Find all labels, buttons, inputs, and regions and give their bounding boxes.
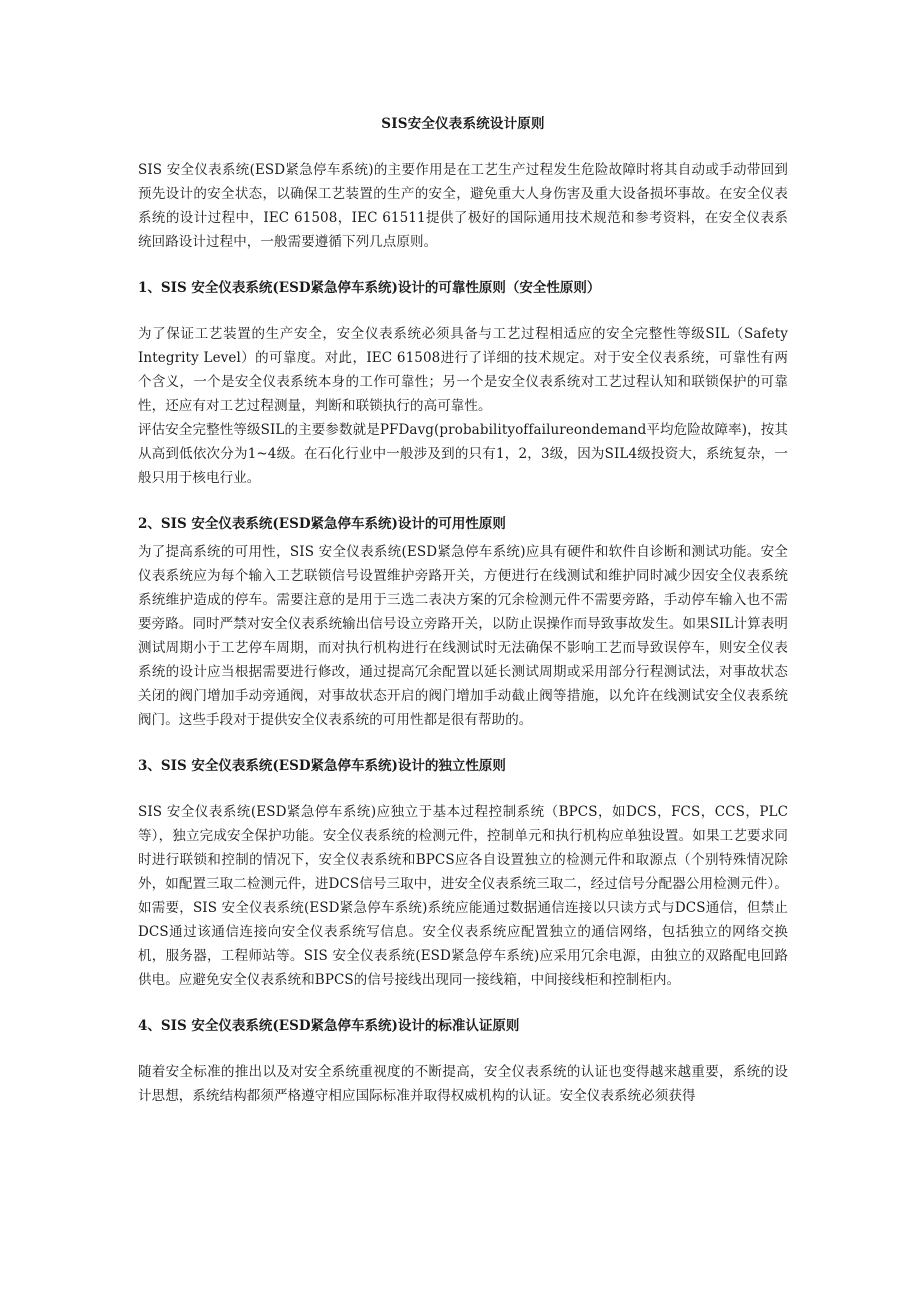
section-paragraph: SIS 安全仪表系统(ESD紧急停车系统)应独立于基本过程控制系统（BPCS，如DCS，FCS，CCS，PLC等），独立完成安全保护功能。安全仪表系统的检测元件，控制单元和执行机构应单独设置。如果工艺要求同时进行联锁和控制的情况下，安全仪表系统和BPCS应各自设置独立的检测元件和取源点（个别特殊情况除外，如配置三取二检测元件，进DCS信号三取中，进安全仪表系统三取二，经过信号分配器公用检测元件）。如需要，SIS 安全仪表系统(ESD紧急停车系统)系统应能通过数据通信连接以只读方式与DCS通信，但禁止DCS通过该通信连接向安全仪表系统写信息。安全仪表系统应配置独立的通信网络，包括独立的网络交换机，服务器，工程师站等。SIS 安全仪表系统(ESD紧急停车系统)应采用冗余电源，由独立的双路配电回路供电。应避免安全仪表系统和BPCS的信号接线出现同一接线箱，中间接线柜和控制柜内。 [138, 804, 788, 988]
document-page [138, 112, 788, 1108]
section-paragraph: 为了提高系统的可用性，SIS 安全仪表系统(ESD紧急停车系统)应具有硬件和软件自诊断和测试功能。安全仪表系统应为每个输入工艺联锁信号设置维护旁路开关，方便进行在线测试和维护同时减少因安全仪表系统系统维护造成的停车。需要注意的是用于三选二表决方案的冗余检测元件不需要旁路，手动停车输入也不需要旁路。同时严禁对安全仪表系统输出信号设立旁路开关，以防止误操作而导致事故发生。如果SIL计算表明测试周期小于工艺停车周期，而对执行机构进行在线测试时无法确保不影响工艺而导致误停车，则安全仪表系统的设计应当根据需要进行修改，通过提高冗余配置以延长测试周期或采用部分行程测试法，对事故状态关闭的阀门增加手动旁通阀，对事故状态开启的阀门增加手动截止阀等措施，以允许在线测试安全仪表系统阀门。这些手段对于提供安全仪表系统的可用性都是很有帮助的。 [138, 544, 788, 728]
section-independence [138, 754, 788, 992]
section-heading: 4、SIS 安全仪表系统(ESD紧急停车系统)设计的标准认证原则 [138, 1018, 520, 1034]
intro-paragraph: SIS 安全仪表系统(ESD紧急停车系统)的主要作用是在工艺生产过程发生危险故障时将其自动或手动带回到预先设计的安全状态，以确保工艺装置的生产的安全，避免重大人身伤害及重大设备损坏事故。在安全仪表系统的设计过程中，IEC 61508，IEC 61511提供了极好的国际通用技术规范和参考资料，在安全仪表系统回路设计过程中，一般需要遵循下列几点原则。 [138, 162, 788, 250]
section-availability [138, 512, 788, 732]
section-reliability [138, 276, 788, 490]
section-paragraph: 评估安全完整性等级SIL的主要参数就是PFDavg(probabilityoffailureondemand平均危险故障率)，按其从高到低依次分为1~4级。在石化行业中一般涉及到的只有1，2，3级，因为SIL4级投资大，系统复杂，一般只用于核电行业。 [138, 422, 788, 486]
section-heading: 1、SIS 安全仪表系统(ESD紧急停车系统)设计的可靠性原则（安全性原则） [138, 280, 601, 296]
section-paragraph: 为了保证工艺装置的生产安全，安全仪表系统必须具备与工艺过程相适应的安全完整性等级SIL（Safety Integrity Level）的可靠度。对此，IEC 61508进行了详细的技术规定。对于安全仪表系统，可靠性有两个含义，一个是安全仪表系统本身的工作可靠性；另一个是安全仪表系统对工艺过程认知和联锁保护的可靠性，还应有对工艺过程测量，判断和联锁执行的高可靠性。 [138, 326, 788, 414]
section-certification [138, 1014, 788, 1108]
section-heading: 2、SIS 安全仪表系统(ESD紧急停车系统)设计的可用性原则 [138, 516, 506, 532]
section-heading: 3、SIS 安全仪表系统(ESD紧急停车系统)设计的独立性原则 [138, 758, 506, 774]
document-title: SIS安全仪表系统设计原则 [381, 116, 545, 132]
section-paragraph: 随着安全标准的推出以及对安全系统重视度的不断提高，安全仪表系统的认证也变得越来越重要，系统的设计思想，系统结构都须严格遵守相应国际标准并取得权威机构的认证。安全仪表系统必须获得 [138, 1064, 788, 1104]
